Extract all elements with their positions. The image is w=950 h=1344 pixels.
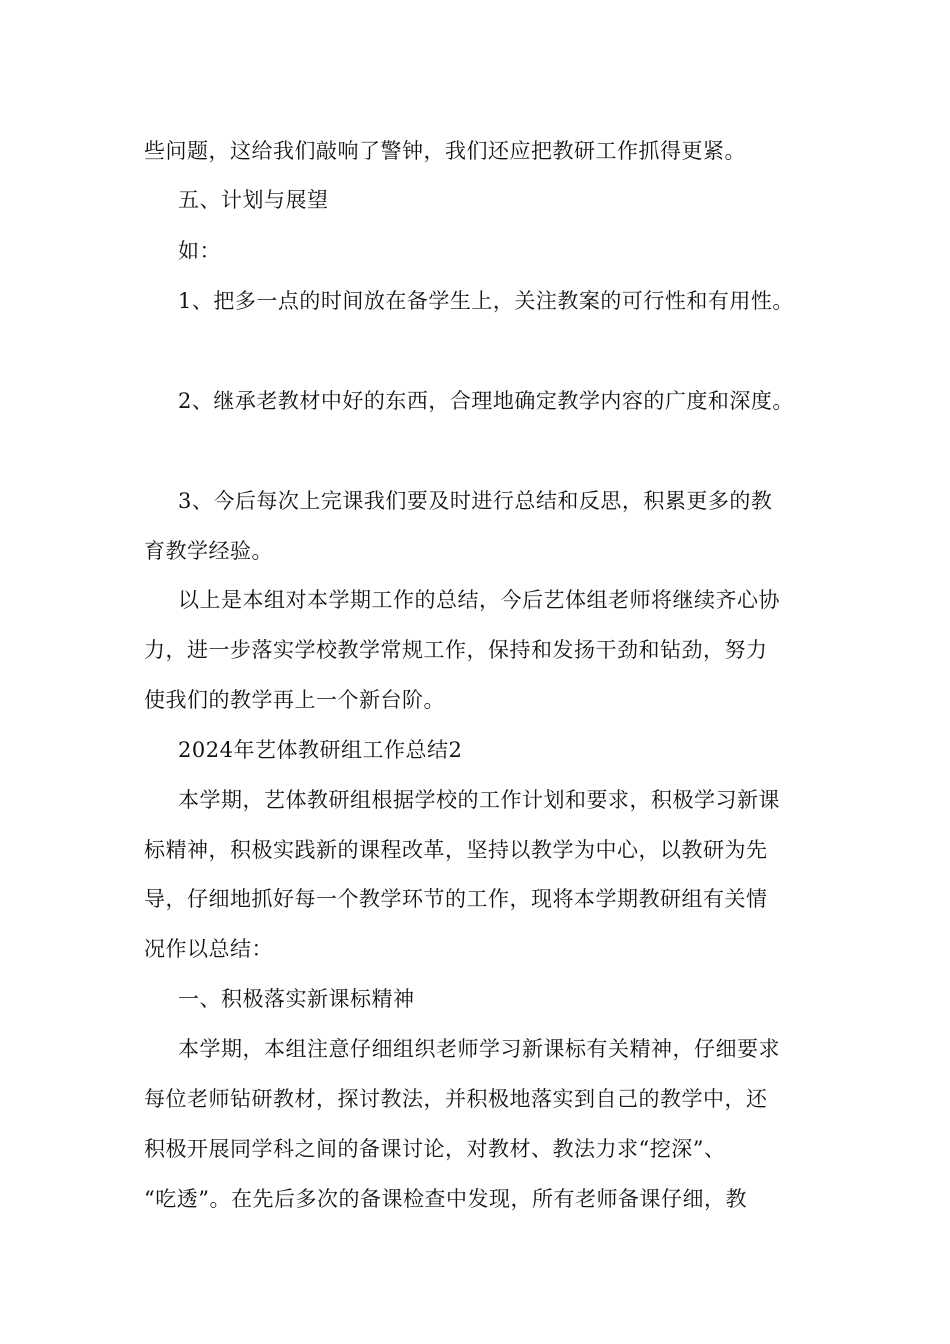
list-item: 3、今后每次上完课我们要及时进行总结和反思，积累更多的教 [178,489,773,513]
paragraph-line: 本学期，艺体教研组根据学校的工作计划和要求，积极学习新课 [178,788,780,812]
paragraph-line: 本学期，本组注意仔细组织老师学习新课标有关精神，仔细要求 [178,1037,780,1061]
text-line: 况作以总结： [144,937,273,961]
text-line: 每位老师钻研教材，探讨教法，并积极地落实到自己的教学中，还 [144,1087,768,1111]
text-line: 力，进一步落实学校教学常规工作，保持和发扬干劲和钻劲，努力 [144,638,768,662]
text-line: 育教学经验。 [144,539,273,563]
text-line: 如： [178,239,221,263]
list-item: 1、把多一点的时间放在备学生上，关注教案的可行性和有用性。 [178,289,794,313]
text-line: 标精神，积极实践新的课程改革，坚持以教学为中心，以教研为先 [144,838,768,862]
section-heading: 一、积极落实新课标精神 [178,987,415,1011]
text-line: 导，仔细地抓好每一个教学环节的工作，现将本学期教研组有关情 [144,887,768,911]
paragraph-line: 以上是本组对本学期工作的总结，今后艺体组老师将继续齐心协 [178,588,780,612]
text-line: 积极开展同学科之间的备课讨论，对教材、教法力求“挖深”、 [144,1137,726,1161]
section-heading: 五、计划与展望 [178,188,329,212]
document-title: 2024年艺体教研组工作总结2 [178,738,463,762]
text-line: 些问题，这给我们敲响了警钟，我们还应把教研工作抓得更紧。 [144,139,746,163]
text-line: “吃透”。在先后多次的备课检查中发现，所有老师备课仔细，教 [144,1187,747,1211]
text-line: 使我们的教学再上一个新台阶。 [144,688,445,712]
list-item: 2、继承老教材中好的东西，合理地确定教学内容的广度和深度。 [178,389,794,413]
